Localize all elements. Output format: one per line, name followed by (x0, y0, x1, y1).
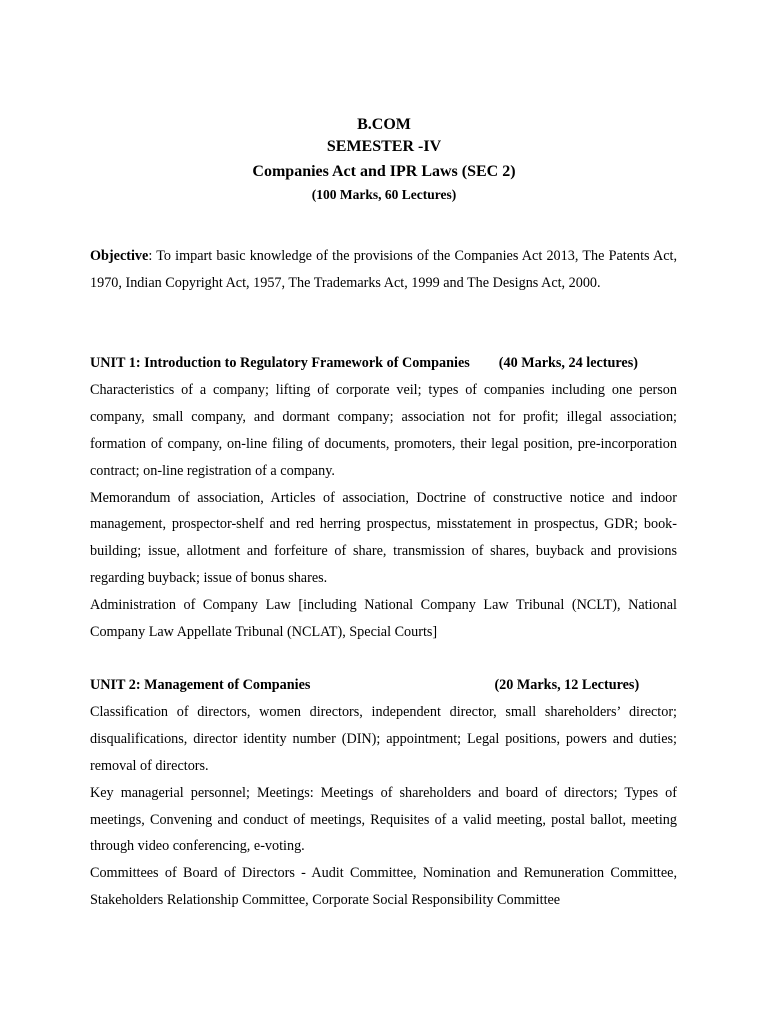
objective-section (90, 243, 677, 297)
objective-text: : To impart basic knowledge of the provisions of the Companies Act 2013, The Patents Act, 1970, Indian Copyright Act, 1957, The Trademarks Act, 1999 and The Designs Act, 2000. (90, 248, 677, 291)
unit-1-marks: (40 Marks, 24 lectures) (498, 355, 638, 371)
unit-2-section (90, 672, 677, 914)
unit-1-heading (90, 350, 677, 377)
unit-2-heading (90, 672, 677, 699)
course-title: Companies Act and IPR Laws (SEC 2) (252, 163, 516, 180)
degree-title: B.COM (357, 116, 411, 133)
unit-1-paragraph-2: Memorandum of association, Articles of association, Doctrine of constructive notice and indoor management, prospector-shelf and red herring prospectus, misstatement in prospectus, GDR; book-building; issue, allotment and forfeiture of share, transmission of shares, buyback and provisions regarding buyback; issue of bonus shares. (90, 489, 677, 587)
unit-1-title: UNIT 1: Introduction to Regulatory Framework of Companies (90, 355, 470, 371)
unit-2-title: UNIT 2: Management of Companies (90, 677, 311, 693)
unit-2-paragraph-1: Classification of directors, women directors, independent director, small shareholders’ director; disqualifications, director identity number (DIN); appointment; Legal positions, powers and duties; removal of directors. (90, 703, 677, 774)
objective-label: Objective (90, 248, 149, 264)
unit-2-paragraph-3: Committees of Board of Directors - Audit Committee, Nomination and Remuneration Committee, Stakeholders Relationship Committee, Corporate Social Responsibility Committee (90, 865, 677, 909)
unit-1-section (90, 350, 677, 646)
unit-2-marks: (20 Marks, 12 Lectures) (494, 677, 640, 693)
objective-paragraph (90, 243, 677, 297)
unit-2-paragraph-2: Key managerial personnel; Meetings: Meetings of shareholders and board of directors; Types of meetings, Convening and conduct of meetings, Requisites of a valid meeting, postal ballot, meeting through video conferencing, e-voting. (90, 784, 677, 855)
semester-title: SEMESTER -IV (326, 138, 442, 155)
unit-1-paragraph-1: Characteristics of a company; lifting of corporate veil; types of companies including one person company, small company, and dormant company; association not for profit; illegal association; formation of company, on-line filing of documents, promoters, their legal position, pre-incorporation contract; on-line registration of a company. (90, 381, 677, 479)
course-marks: (100 Marks, 60 Lectures) (311, 187, 457, 202)
unit-1-paragraph-3: Administration of Company Law [including National Company Law Tribunal (NCLT), National Company Law Appellate Tribunal (NCLAT), Special Courts] (90, 597, 677, 641)
